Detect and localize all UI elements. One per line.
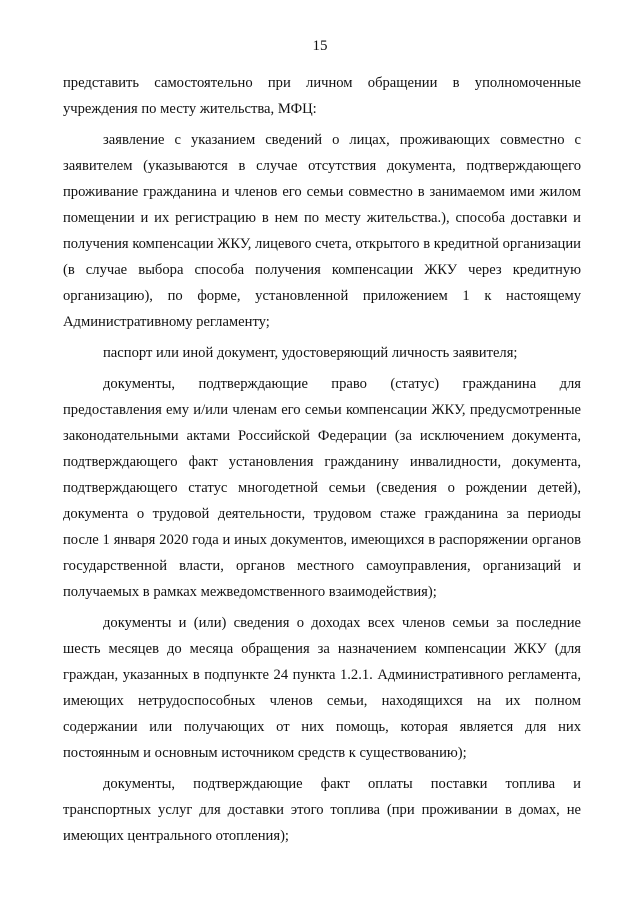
paragraph-intro: представить самостоятельно при личном обращении в уполномоченные учреждения по месту жительства, МФЦ: [63, 75, 581, 117]
paragraph-application: заявление с указанием сведений о лицах, проживающих совместно с заявителем (указываются в случае отсутствия документа, подтверждающего проживание гражданина и членов его семьи совместно в занимаемом ими жилом помещении и их регистрацию в нем по месту жительства.), способа доставки и получения компенсации ЖКУ, лицевого счета, открытого в кредитной организации (в случае выбора способа получения компенсации ЖКУ через кредитную организацию), по форме, установленной приложением 1 к настоящему Административному регламенту; [63, 132, 581, 330]
paragraph-passport: паспорт или иной документ, удостоверяющий личность заявителя; [103, 345, 518, 361]
page-number: 15 [312, 38, 328, 54]
document-body [63, 70, 581, 854]
paragraph-fuel-documents: документы, подтверждающие факт оплаты поставки топлива и транспортных услуг для доставки этого топлива (при проживании в домах, не имеющих центрального отопления); [63, 776, 581, 844]
paragraph-income-documents: документы и (или) сведения о доходах всех членов семьи за последние шесть месяцев до месяца обращения за назначением компенсации ЖКУ (для граждан, указанных в подпункте 24 пункта 1.2.1. Административного регламента, имеющих нетрудоспособных членов семьи, находящихся на их полном содержании или получающих от них помощь, которая является для них постоянным и основным источником средств к существованию); [63, 615, 581, 761]
paragraph-status-documents: документы, подтверждающие право (статус) гражданина для предоставления ему и/или членам его семьи компенсации ЖКУ, предусмотренные законодательными актами Российской Федерации (за исключением документа, подтверждающего факт установления гражданину инвалидности, документа, подтверждающего статус многодетной семьи (сведения о рождении детей), документа о трудовой деятельности, трудовом стаже гражданина за периоды после 1 января 2020 года и иных документов, имеющихся в распоряжении органов государственной власти, органов местного самоуправления, организаций и получаемых в рамках межведомственного взаимодействия); [63, 376, 581, 600]
